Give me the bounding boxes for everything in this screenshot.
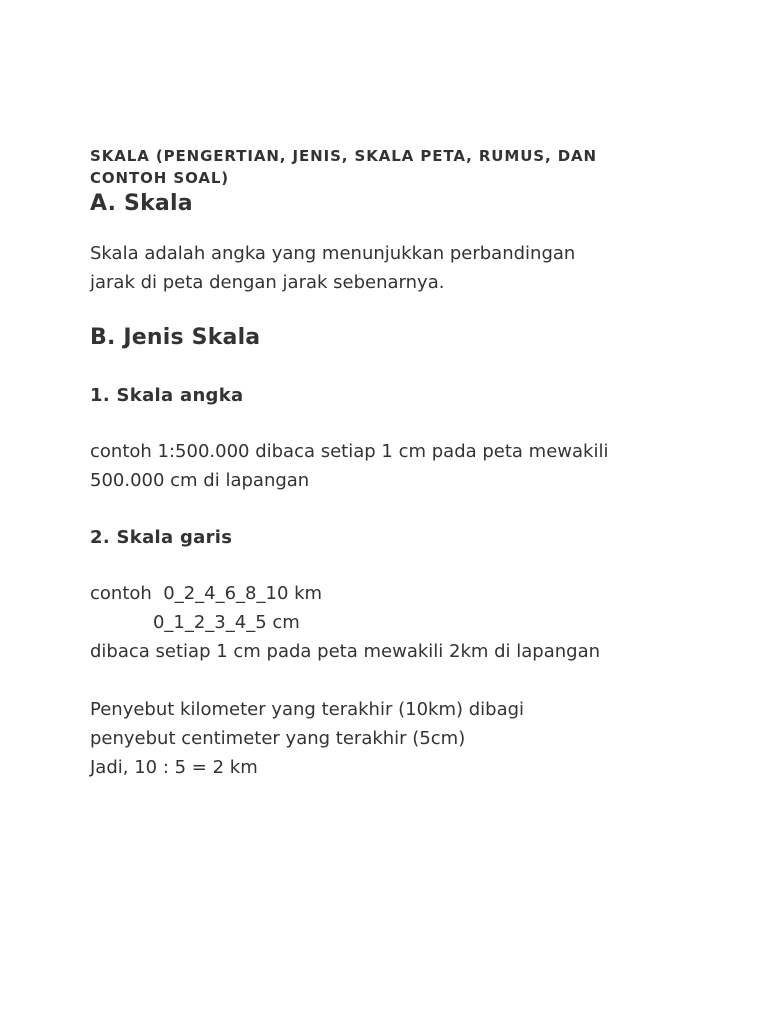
- paragraph-line: contoh 1:500.000 dibaca setiap 1 cm pada peta mewakili: [90, 441, 609, 462]
- paragraph-line: Skala adalah angka yang menunjukkan perbandingan: [90, 243, 576, 264]
- subsection-1-heading: 1. Skala angka: [90, 385, 244, 406]
- subsection-2-heading: 2. Skala garis: [90, 527, 233, 548]
- paragraph-line: 0_1_2_3_4_5 cm: [90, 612, 300, 633]
- section-a-heading: A. Skala: [90, 191, 193, 216]
- paragraph-line: penyebut centimeter yang terakhir (5cm): [90, 728, 466, 749]
- subsection-1-paragraph: [90, 437, 730, 495]
- paragraph-line: Jadi, 10 : 5 = 2 km: [90, 757, 258, 778]
- paragraph-line: jarak di peta dengan jarak sebenarnya.: [90, 272, 445, 293]
- document-page: [90, 145, 730, 782]
- paragraph-line: Penyebut kilometer yang terakhir (10km) dibagi: [90, 699, 525, 720]
- document-title: SKALA (PENGERTIAN, JENIS, SKALA PETA, RUMUS, DAN CONTOH SOAL): [90, 147, 598, 187]
- paragraph-line: contoh 0_2_4_6_8_10 km: [90, 583, 323, 604]
- paragraph-line: dibaca setiap 1 cm pada peta mewakili 2km di lapangan: [90, 641, 601, 662]
- explanation-paragraph: [90, 695, 730, 782]
- section-b-heading: B. Jenis Skala: [90, 325, 261, 350]
- section-a-paragraph: [90, 239, 730, 297]
- paragraph-line: 500.000 cm di lapangan: [90, 470, 310, 491]
- subsection-2-paragraph: [90, 579, 730, 666]
